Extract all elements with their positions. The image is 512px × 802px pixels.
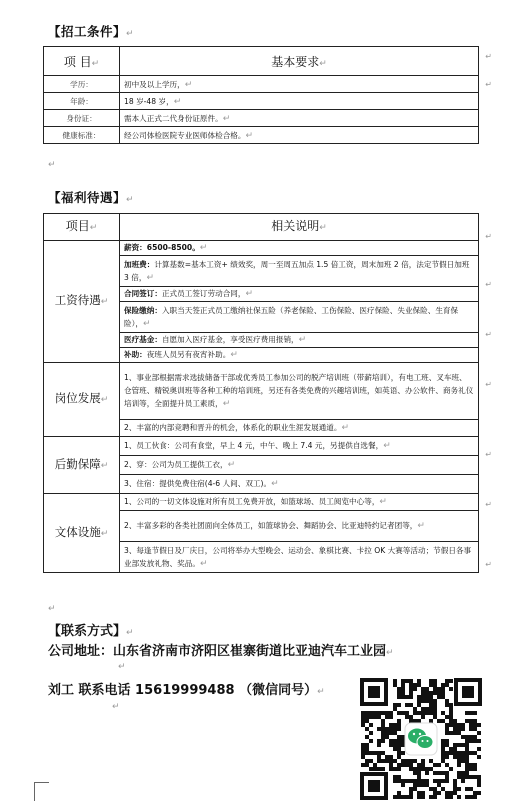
recruit-section-title: 【招工条件】↵ <box>48 24 135 39</box>
header-item-cell: 项目↵ <box>44 214 120 241</box>
paragraph-mark: ↵ <box>485 500 492 509</box>
paragraph-mark: ↵ <box>485 330 492 339</box>
paragraph-mark: ↵ <box>48 160 56 170</box>
salary-item: 加班费：计算基数=基本工资+ 绩效奖，周一至周五加点 1.5 倍工资，周末加班 2 倍，法定节假日加班 3 倍，↵ <box>120 256 479 287</box>
header-description-cell: 相关说明↵ <box>120 214 479 241</box>
welfare-section-title: 【福利待遇】↵ <box>48 190 135 205</box>
salary-item: 薪资：6500-8500。↵ <box>120 241 479 256</box>
contact-section-title: 【联系方式】↵ <box>48 624 134 639</box>
company-address: 公司地址：山东省济南市济阳区崔寨街道比亚迪汽车工业园↵ <box>48 644 394 659</box>
row-label: 学历： <box>44 76 120 93</box>
recruit-table <box>43 46 479 144</box>
paragraph-mark: ↵ <box>48 604 56 614</box>
table-row <box>44 110 479 127</box>
paragraph-mark: ↵ <box>485 560 492 569</box>
row-value: 18 岁-48 岁，↵ <box>120 93 479 110</box>
paragraph-mark: ↵ <box>118 662 126 672</box>
table-row <box>44 437 479 456</box>
career-item: 2、丰富的内部竞聘和晋升的机会，体系化的职业生涯发展通道。↵ <box>120 420 479 437</box>
header-item-cell: 项 目↵ <box>44 47 120 76</box>
culture-item: 1、公司的一切文体设施对所有员工免费开放，如篮球场、员工阅览中心等，↵ <box>120 494 479 511</box>
paragraph-mark: ↵ <box>485 80 492 89</box>
category-culture: 文体设施↵ <box>44 494 120 573</box>
salary-item: 合同签订：正式员工签订劳动合同，↵ <box>120 287 479 302</box>
header-requirement-cell: 基本要求↵ <box>120 47 479 76</box>
table-row <box>44 93 479 110</box>
row-label: 身份证： <box>44 110 120 127</box>
paragraph-mark: ↵ <box>485 380 492 389</box>
paragraph-mark: ↵ <box>485 450 492 459</box>
row-value: 初中及以上学历，↵ <box>120 76 479 93</box>
logistics-item: 1、员工伙食：公司有食堂，早上 4 元，中午、晚上 7.4 元，另提供自选餐，↵ <box>120 437 479 456</box>
paragraph-mark: ↵ <box>485 232 492 241</box>
wechat-icon <box>405 723 437 755</box>
category-salary: 工资待遇↵ <box>44 241 120 363</box>
row-value: 需本人正式二代身份证原件。↵ <box>120 110 479 127</box>
paragraph-mark: ↵ <box>112 702 120 712</box>
recruit-table-header <box>44 47 479 76</box>
category-logistics: 后勤保障↵ <box>44 437 120 494</box>
wechat-qr-code <box>358 676 484 802</box>
paragraph-mark: ↵ <box>485 52 492 61</box>
table-row <box>44 76 479 93</box>
table-row <box>44 241 479 256</box>
page-crop-mark <box>34 782 49 801</box>
career-item: 1、事业部根据需求选拔储备干部或优秀员工参加公司的脱产培训班（带薪培训），有电工班、叉车班、仓管班、精锐奥训班等各种工种的培训班，另还有各类免费的兴趣培训班，如英语、办公软件、商务礼仪培训等，全面提升员工素质，↵ <box>120 363 479 420</box>
table-row <box>44 363 479 420</box>
salary-item: 保险缴纳：入职当天签正式员工缴纳社保五险（养老保险、工伤保险、医疗保险、失业保险、生育保险），↵ <box>120 302 479 333</box>
table-row <box>44 127 479 144</box>
welfare-table <box>43 213 479 573</box>
logistics-item: 2、穿：公司为员工提供工衣，↵ <box>120 456 479 475</box>
salary-item: 医疗基金：自愿加入医疗基金，享受医疗费用报销，↵ <box>120 333 479 348</box>
salary-item: 补助：夜班人员另有夜宵补助。↵ <box>120 348 479 363</box>
row-value: 经公司体检医院专业医师体检合格。↵ <box>120 127 479 144</box>
category-career: 岗位发展↵ <box>44 363 120 437</box>
row-label: 年龄： <box>44 93 120 110</box>
welfare-table-header <box>44 214 479 241</box>
paragraph-mark: ↵ <box>485 280 492 289</box>
culture-item: 2、丰富多彩的各类社团面向全体员工，如篮球协会、舞蹈协会、比亚迪特约记者团等，↵ <box>120 511 479 542</box>
contact-phone: 刘工 联系电话 15619999488 （微信同号）↵ <box>48 683 325 698</box>
row-label: 健康标准： <box>44 127 120 144</box>
logistics-item: 3、住宿：提供免费住宿(4-6 人间、双工)。↵ <box>120 475 479 494</box>
culture-item: 3、每逢节假日及厂庆日，公司将举办大型晚会、运动会、象棋比赛、卡拉 OK 大赛等活动；节假日各事业部发放礼物、奖品。↵ <box>120 542 479 573</box>
table-row <box>44 494 479 511</box>
